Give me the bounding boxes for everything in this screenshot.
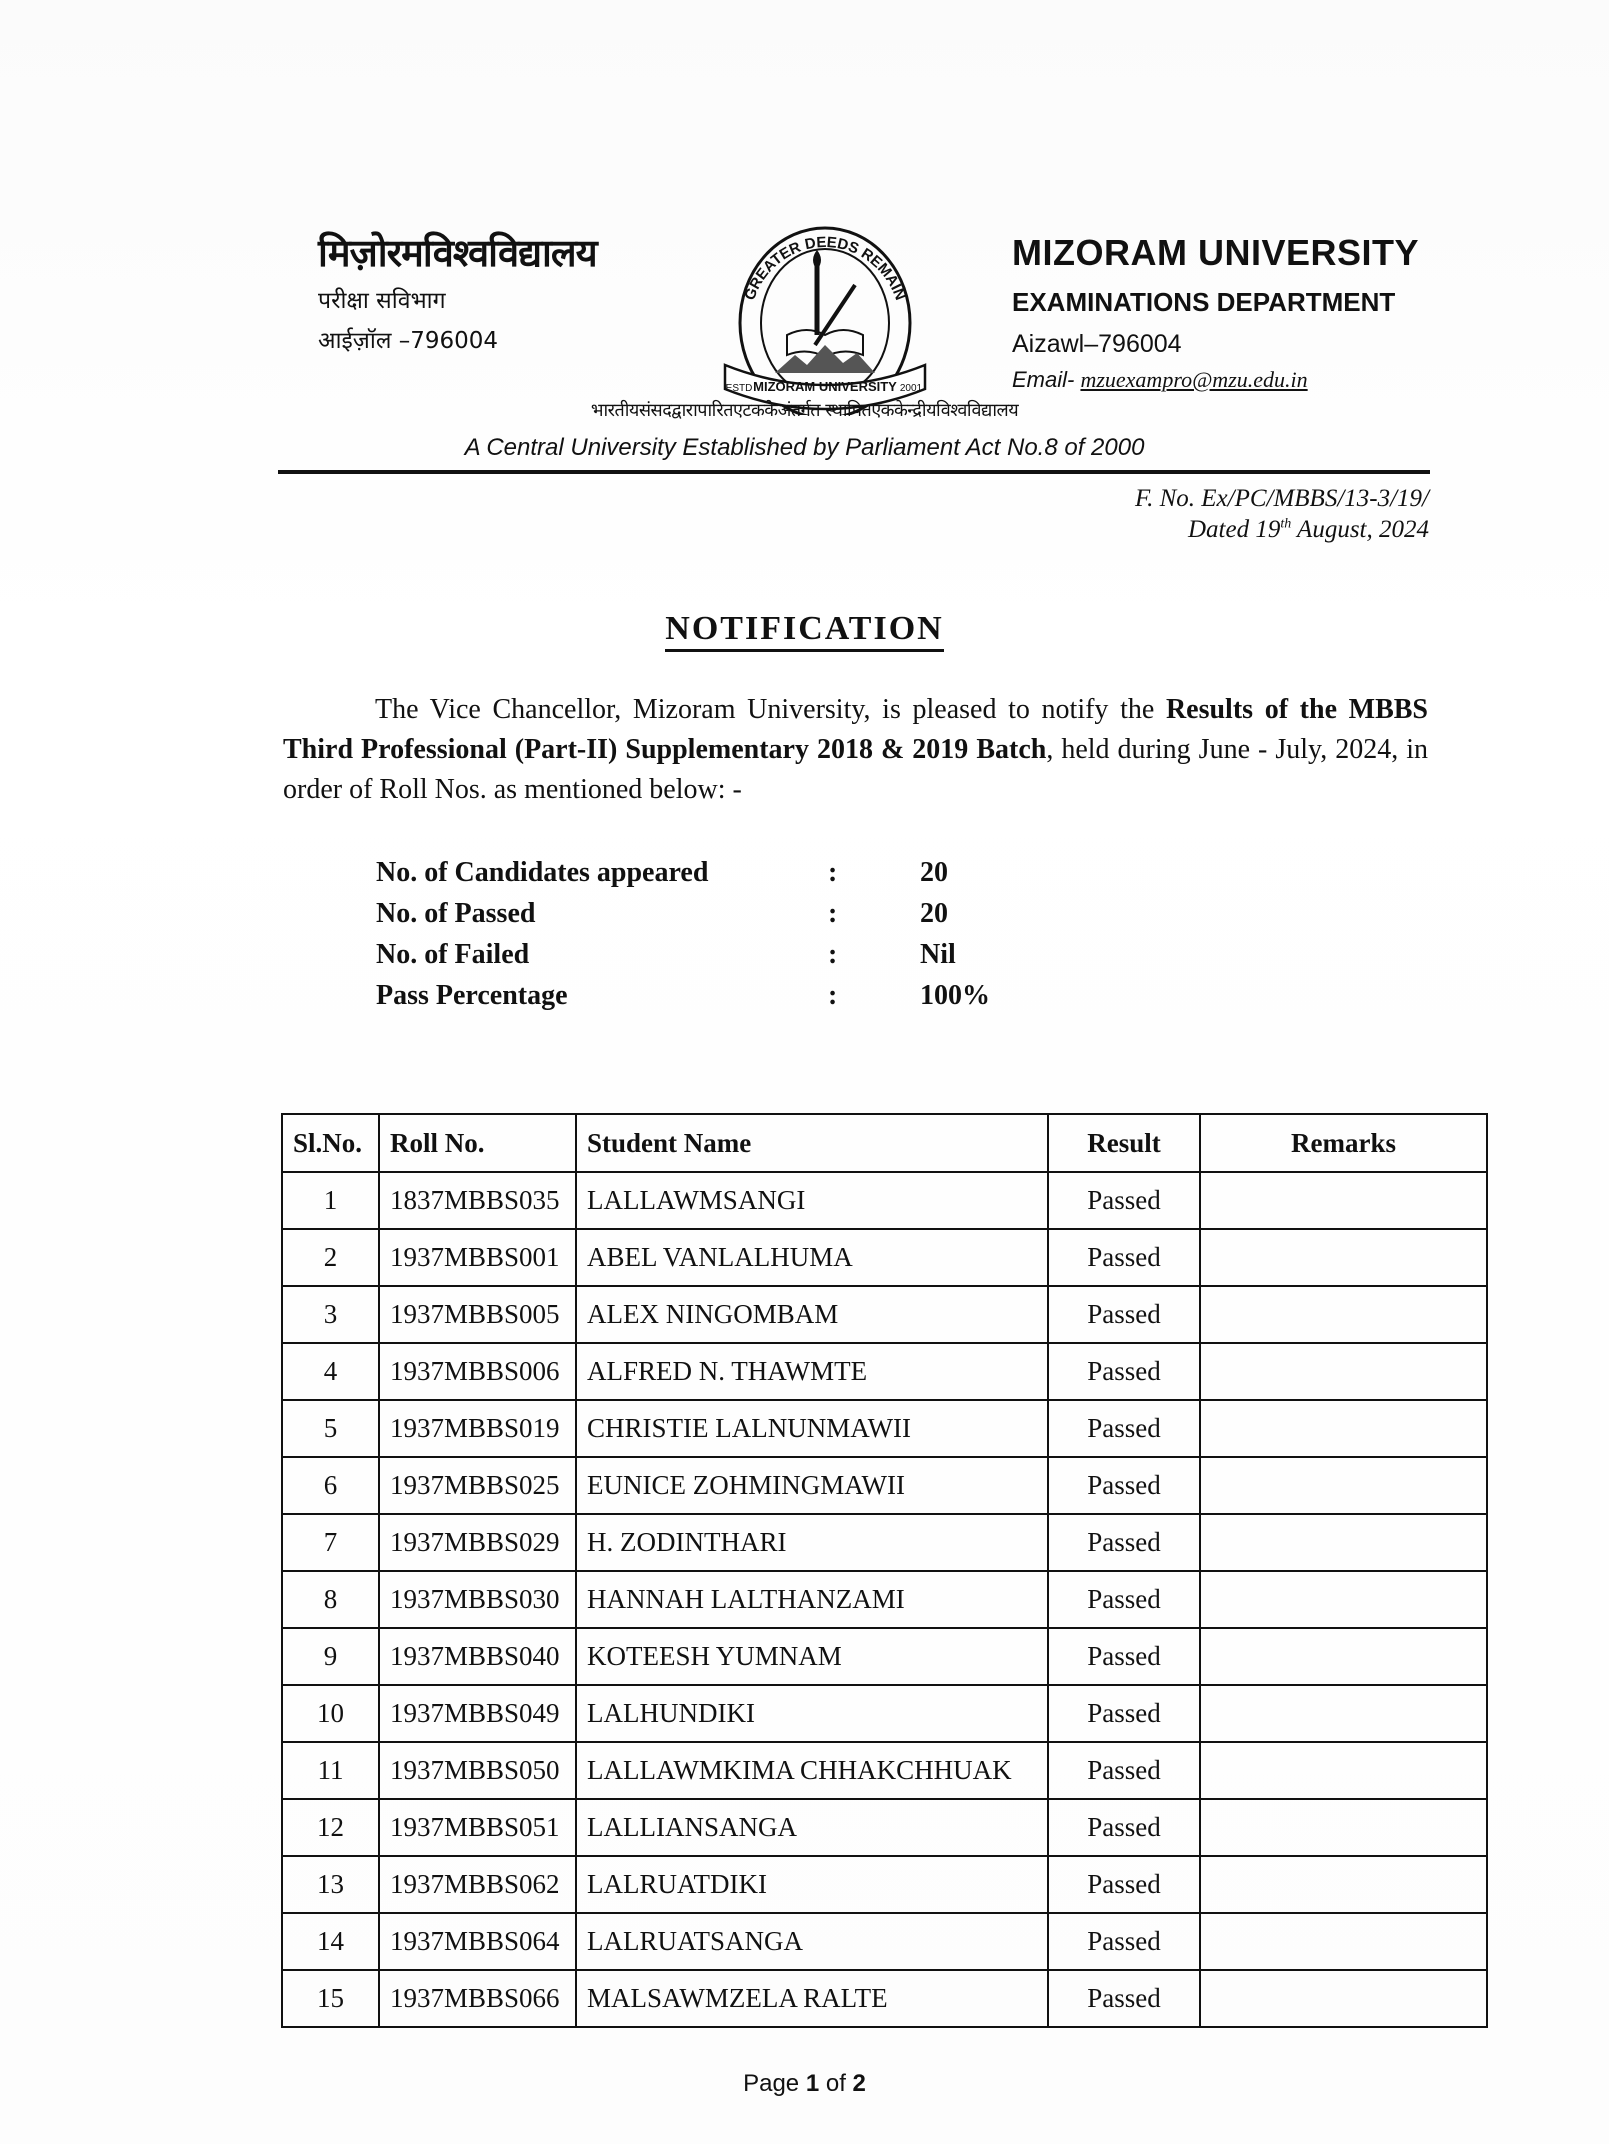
cell-roll-no: 1937MBBS005: [379, 1286, 576, 1343]
total-pages: 2: [852, 2070, 866, 2097]
of-word: of: [819, 2070, 853, 2097]
cell-roll-no: 1837MBBS035: [379, 1172, 576, 1229]
email-line: [1012, 367, 1308, 393]
email-label: Email-: [1012, 367, 1081, 392]
cell-sl-no: 15: [282, 1970, 379, 2027]
cell-student-name: CHRISTIE LALNUNMAWII: [576, 1400, 1048, 1457]
date-prefix: Dated 19: [1188, 516, 1281, 543]
body-text-2: , held during June - July, 2024, in order of Roll Nos. as mentioned below: -: [283, 734, 1428, 805]
cell-sl-no: 2: [282, 1229, 379, 1286]
cell-student-name: LALLAWMSANGI: [576, 1172, 1048, 1229]
cell-roll-no: 1937MBBS066: [379, 1970, 576, 2027]
cell-student-name: HANNAH LALTHANZAMI: [576, 1571, 1048, 1628]
email-link[interactable]: mzuexampro@mzu.edu.in: [1080, 367, 1308, 392]
page-indicator: [0, 2070, 1609, 2098]
results-table: [281, 1113, 1488, 2028]
cell-remarks: [1200, 1970, 1487, 2027]
cell-roll-no: 1937MBBS049: [379, 1685, 576, 1742]
cell-sl-no: 8: [282, 1571, 379, 1628]
cell-remarks: [1200, 1685, 1487, 1742]
hindi-city-pin: आईज़ॉल –796004: [318, 328, 499, 354]
cell-roll-no: 1937MBBS064: [379, 1913, 576, 1970]
header-sl-no: Sl.No.: [282, 1114, 379, 1172]
cell-result: Passed: [1048, 1742, 1200, 1799]
cell-roll-no: 1937MBBS051: [379, 1799, 576, 1856]
cell-roll-no: 1937MBBS001: [379, 1229, 576, 1286]
cell-student-name: KOTEESH YUMNAM: [576, 1628, 1048, 1685]
file-number: F. No. Ex/PC/MBBS/13-3/19/: [1135, 485, 1429, 512]
cell-remarks: [1200, 1457, 1487, 1514]
cell-result: Passed: [1048, 1913, 1200, 1970]
summary-row-passed: [376, 893, 1040, 934]
university-name: MIZORAM UNIVERSITY: [1012, 232, 1420, 273]
header-student-name: Student Name: [576, 1114, 1048, 1172]
current-page: 1: [805, 2070, 820, 2097]
cell-remarks: [1200, 1286, 1487, 1343]
cell-sl-no: 11: [282, 1742, 379, 1799]
summary-value: 100%: [920, 979, 990, 1011]
cell-roll-no: 1937MBBS019: [379, 1400, 576, 1457]
cell-result: Passed: [1048, 1343, 1200, 1400]
table-row: [282, 1457, 1487, 1514]
page-word: Page: [743, 2070, 806, 2097]
cell-remarks: [1200, 1742, 1487, 1799]
cell-roll-no: 1937MBBS025: [379, 1457, 576, 1514]
summary-label: No. of Candidates appeared: [376, 856, 709, 888]
cell-student-name: H. ZODINTHARI: [576, 1514, 1048, 1571]
cell-remarks: [1200, 1343, 1487, 1400]
cell-roll-no: 1937MBBS030: [379, 1571, 576, 1628]
table-row: [282, 1286, 1487, 1343]
cell-sl-no: 14: [282, 1913, 379, 1970]
cell-roll-no: 1937MBBS006: [379, 1343, 576, 1400]
table-row: [282, 1742, 1487, 1799]
cell-sl-no: 10: [282, 1685, 379, 1742]
cell-sl-no: 7: [282, 1514, 379, 1571]
cell-result: Passed: [1048, 1514, 1200, 1571]
university-emblem-icon: [705, 205, 945, 415]
cell-sl-no: 12: [282, 1799, 379, 1856]
logo-year: 2001: [899, 383, 923, 394]
cell-result: Passed: [1048, 1229, 1200, 1286]
cell-remarks: [1200, 1628, 1487, 1685]
cell-student-name: ALEX NINGOMBAM: [576, 1286, 1048, 1343]
cell-remarks: [1200, 1799, 1487, 1856]
body-text-bold: Results of the MBBS Third Professional (Part-II) Supplementary 2018 & 2019 Batch: [283, 694, 1428, 765]
hindi-department-name: परीक्षा सविभाग: [318, 288, 446, 314]
cell-remarks: [1200, 1514, 1487, 1571]
letterhead-divider: [278, 470, 1430, 474]
notification-heading-text: NOTIFICATION: [665, 610, 943, 652]
cell-student-name: LALRUATSANGA: [576, 1913, 1048, 1970]
cell-result: Passed: [1048, 1400, 1200, 1457]
result-summary: [376, 852, 1040, 1016]
cell-sl-no: 9: [282, 1628, 379, 1685]
summary-label: No. of Failed: [376, 938, 530, 970]
cell-roll-no: 1937MBBS029: [379, 1514, 576, 1571]
table-row: [282, 1400, 1487, 1457]
cell-remarks: [1200, 1172, 1487, 1229]
cell-result: Passed: [1048, 1628, 1200, 1685]
cell-result: Passed: [1048, 1799, 1200, 1856]
cell-student-name: MALSAWMZELA RALTE: [576, 1970, 1048, 2027]
cell-sl-no: 6: [282, 1457, 379, 1514]
cell-sl-no: 1: [282, 1172, 379, 1229]
summary-row-appeared: [376, 852, 1040, 893]
notification-body: [283, 690, 1428, 810]
issue-date: [1188, 516, 1429, 544]
summary-row-failed: [376, 934, 1040, 975]
cell-result: Passed: [1048, 1286, 1200, 1343]
city-pin: Aizawl–796004: [1012, 330, 1182, 358]
cell-sl-no: 3: [282, 1286, 379, 1343]
cell-sl-no: 4: [282, 1343, 379, 1400]
date-rest: August, 2024: [1291, 516, 1429, 543]
cell-result: Passed: [1048, 1856, 1200, 1913]
table-row: [282, 1229, 1487, 1286]
cell-student-name: ABEL VANLALHUMA: [576, 1229, 1048, 1286]
table-row: [282, 1172, 1487, 1229]
table-row: [282, 1913, 1487, 1970]
date-ordinal: th: [1280, 516, 1292, 532]
cell-student-name: ALFRED N. THAWMTE: [576, 1343, 1048, 1400]
table-header-row: [282, 1114, 1487, 1172]
hindi-subtitle: भारतीयसंसदद्वारापारितएटककेअंतर्गत स्थापितएककेन्द्रीयविश्वविद्यालय: [590, 400, 1019, 421]
cell-remarks: [1200, 1913, 1487, 1970]
logo-motto: GREATER DEEDS REMAIN: [741, 233, 909, 303]
table-row: [282, 1799, 1487, 1856]
summary-colon: :: [828, 856, 838, 888]
cell-roll-no: 1937MBBS062: [379, 1856, 576, 1913]
summary-colon: :: [828, 979, 838, 1011]
cell-remarks: [1200, 1856, 1487, 1913]
cell-remarks: [1200, 1571, 1487, 1628]
logo-banner: MIZORAM UNIVERSITY: [753, 379, 897, 394]
table-row: [282, 1628, 1487, 1685]
cell-roll-no: 1937MBBS050: [379, 1742, 576, 1799]
cell-result: Passed: [1048, 1172, 1200, 1229]
table-row: [282, 1856, 1487, 1913]
summary-colon: :: [828, 897, 838, 929]
header-result: Result: [1048, 1114, 1200, 1172]
cell-roll-no: 1937MBBS040: [379, 1628, 576, 1685]
table-row: [282, 1514, 1487, 1571]
table-row: [282, 1571, 1487, 1628]
summary-row-percentage: [376, 975, 1040, 1016]
table-row: [282, 1343, 1487, 1400]
hindi-university-name: मिज़ोरमविश्वविद्यालय: [318, 231, 597, 275]
english-subtitle: A Central University Established by Parliament Act No.8 of 2000: [464, 434, 1145, 461]
cell-sl-no: 5: [282, 1400, 379, 1457]
summary-label: No. of Passed: [376, 897, 536, 929]
cell-result: Passed: [1048, 1970, 1200, 2027]
body-text-1: The Vice Chancellor, Mizoram University, is pleased to notify the: [375, 694, 1166, 725]
header-remarks: Remarks: [1200, 1114, 1487, 1172]
cell-result: Passed: [1048, 1571, 1200, 1628]
cell-result: Passed: [1048, 1457, 1200, 1514]
notification-heading: [0, 610, 1609, 648]
cell-student-name: LALRUATDIKI: [576, 1856, 1048, 1913]
cell-student-name: LALLIANSANGA: [576, 1799, 1048, 1856]
cell-student-name: LALLAWMKIMA CHHAKCHHUAK: [576, 1742, 1048, 1799]
table-row: [282, 1970, 1487, 2027]
summary-value: Nil: [920, 938, 956, 970]
cell-remarks: [1200, 1400, 1487, 1457]
header-roll-no: Roll No.: [379, 1114, 576, 1172]
cell-sl-no: 13: [282, 1856, 379, 1913]
cell-result: Passed: [1048, 1685, 1200, 1742]
logo-estd: ESTD: [725, 383, 753, 394]
summary-value: 20: [920, 856, 948, 888]
table-row: [282, 1685, 1487, 1742]
cell-remarks: [1200, 1229, 1487, 1286]
summary-value: 20: [920, 897, 948, 929]
summary-colon: :: [828, 938, 838, 970]
cell-student-name: LALHUNDIKI: [576, 1685, 1048, 1742]
summary-label: Pass Percentage: [376, 979, 568, 1011]
department-name: EXAMINATIONS DEPARTMENT: [1012, 287, 1396, 317]
cell-student-name: EUNICE ZOHMINGMAWII: [576, 1457, 1048, 1514]
